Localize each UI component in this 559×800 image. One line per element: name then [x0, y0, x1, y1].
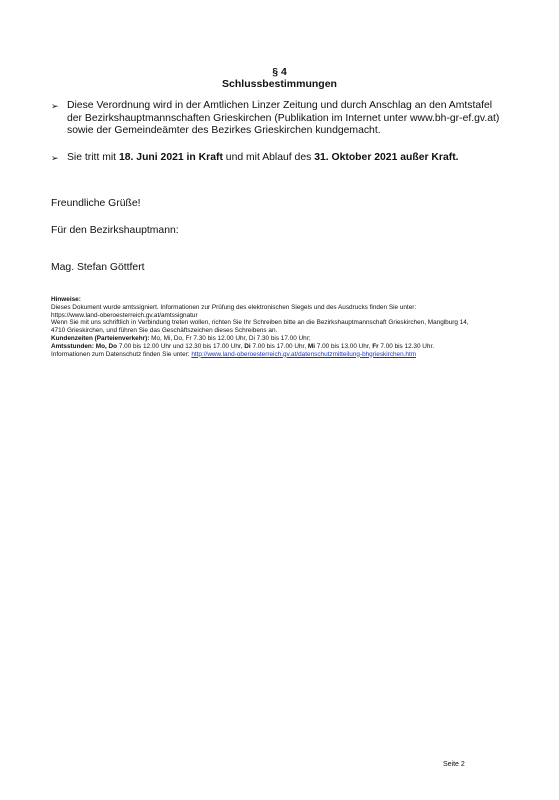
- greeting: Freundliche Grüße!: [51, 198, 141, 209]
- section-heading: [0, 66, 559, 90]
- client-hours-label: Kundenzeiten (Parteienverkehr):: [51, 334, 150, 342]
- bullet-line: der Bezirkshauptmannschaften Grieskirchen (Publikation im Internet unter www.bh-gr-ef.gv.at): [67, 112, 500, 124]
- signature-url: https://www.land-oberoesterreich.gv.at/amtssignatur: [51, 311, 198, 319]
- contact-info: Wenn Sie mit uns schriftlich in Verbindung treten wollen, richten Sie Ihr Schreiben bitte an die Bezirkshauptmannschaft Grieskirchen, Manglburg 14,: [51, 319, 469, 327]
- text-run: 7.00 bis 13.00 Uhr,: [314, 342, 373, 350]
- day-label: Mi: [307, 342, 315, 350]
- bullet-item-validity: [51, 152, 511, 165]
- arrow-bullet-icon: ➢: [51, 101, 59, 111]
- text-run: 7.00 bis 12.00 Uhr und 12.30 bis 17.00 Uhr,: [117, 342, 245, 350]
- page-number: Seite 2: [443, 761, 465, 768]
- privacy-text: Informationen zum Datenschutz finden Sie unter:: [51, 350, 192, 358]
- contact-info-cont: 4710 Grieskirchen, und führen Sie das Geschäftszeichen dieses Schreibens an.: [51, 327, 278, 335]
- day-label: Fr: [372, 342, 379, 350]
- on-behalf-line: Für den Bezirkshauptmann:: [51, 225, 179, 236]
- text-run: 7.00 bis 17.00 Uhr,: [250, 342, 308, 350]
- client-hours: Mo, Mi, Do, Fr 7.30 bis 12.00 Uhr, Di 7.30 bis 17.00 Uhr;: [149, 334, 311, 342]
- signer-name: Mag. Stefan Göttfert: [51, 262, 145, 273]
- effective-date: 18. Juni 2021 in Kraft: [118, 151, 223, 163]
- privacy-link[interactable]: http://www.land-oberoesterreich.gv.at/datenschutzmitteilung-bhgrieskirchen.htm: [191, 350, 417, 358]
- notes-block: [51, 296, 501, 358]
- bullet-list: [51, 100, 511, 178]
- signature-info: Dieses Dokument wurde amtssigniert. Informationen zur Prüfung des elektronischen Siegels und des Ausdrucks finden Sie unter:: [51, 303, 417, 311]
- bullet-text: [67, 100, 511, 138]
- section-number: § 4: [272, 66, 287, 78]
- expiry-date: 31. Oktober 2021 außer Kraft.: [314, 151, 459, 163]
- text-run: Sie tritt mit: [67, 151, 119, 163]
- section-title: Schlussbestimmungen: [222, 78, 337, 90]
- bullet-line: Diese Verordnung wird in der Amtlichen Linzer Zeitung und durch Anschlag an den Amtstafel: [67, 100, 493, 111]
- arrow-bullet-icon: ➢: [51, 152, 59, 163]
- day-label: Mo, Do: [95, 342, 118, 350]
- bullet-text: [67, 152, 511, 165]
- day-label: Di: [244, 342, 251, 350]
- text-run: und mit Ablauf des: [222, 151, 315, 163]
- office-hours-label: Amtsstunden:: [51, 342, 94, 350]
- notes-heading: Hinweise:: [51, 296, 81, 303]
- text-run: 7.00 bis 12.30 Uhr.: [378, 342, 435, 350]
- bullet-item-publication: [51, 100, 511, 138]
- bullet-line: sowie der Gemeindeämter des Bezirkes Grieskirchen kundgemacht.: [67, 125, 381, 136]
